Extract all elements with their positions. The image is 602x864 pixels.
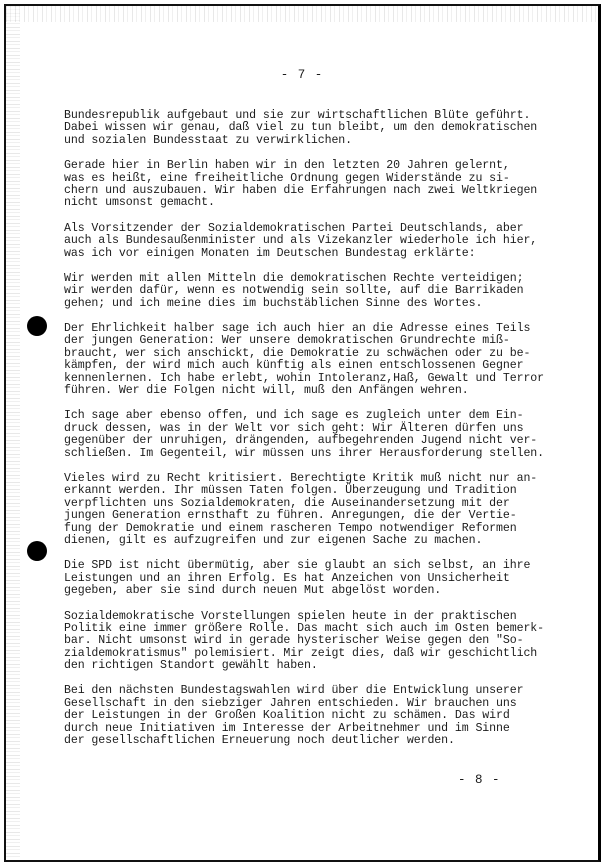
text-line: gegenüber der unruhigen, drängenden, aufbegehrenden Jugend nicht ver- (64, 434, 538, 448)
text-line: den richtigen Standort gewählt haben. (64, 659, 318, 673)
text-line: führen. Wer die Folgen nicht will, muß den Anfängen wehren. (64, 384, 469, 398)
text-line: Die SPD ist nicht übermütig, aber sie glaubt an sich selbst, an ihre (64, 559, 531, 573)
text-line: fung der Demokratie und einem rascheren Tempo notwendiger Reformen (64, 521, 517, 535)
text-line: der Leistungen in der Großen Koalition nicht zu schämen. Das wird (64, 709, 510, 723)
text-line: Wir werden mit allen Mitteln die demokratischen Rechte verteidigen; (64, 271, 524, 285)
body-text (64, 110, 564, 760)
next-page-marker: - 8 - (458, 773, 501, 787)
paragraph (64, 110, 564, 147)
text-line: wir werden dafür, wenn es notwendig sein sollte, auf die Barrikaden (64, 284, 524, 298)
text-line: Politik eine immer größere Rolle. Das macht sich auch im Osten bemerk- (64, 621, 545, 635)
text-line: druck dessen, was in der Welt vor sich geht: Wir Älteren dürfen uns (64, 421, 524, 435)
text-line: Gerade hier in Berlin haben wir in den letzten 20 Jahren gelernt, (64, 159, 510, 173)
document-page (4, 4, 601, 862)
text-line: Leistungen und an ihren Erfolg. Es hat Anzeichen von Unsicherheit (64, 571, 510, 585)
paragraph (64, 323, 564, 397)
text-line: Sozialdemokratische Vorstellungen spielen heute in der praktischen (64, 609, 517, 623)
scan-edge-noise-top (6, 6, 598, 22)
text-line: der gesellschaftlichen Erneuerung noch deutlicher werden. (64, 734, 455, 748)
text-line: gegeben, aber sie sind durch neuen Mut abgelöst worden. (64, 584, 442, 598)
text-line: auch als Bundesaußenminister und als Vizekanzler wiederhole ich hier, (64, 234, 538, 248)
text-line: und sozialen Bundesstaat zu verwirklichen. (64, 133, 353, 147)
paragraph (64, 273, 564, 310)
text-line: kämpfen, der wird mich auch künftig als einen entschlossenen Gegner (64, 359, 524, 373)
scan-edge-noise (6, 6, 20, 860)
text-line: dienen, gilt es aufzugreifen und zur eigenen Sache zu machen. (64, 533, 483, 547)
paragraph (64, 611, 564, 673)
text-line: Bei den nächsten Bundestagswahlen wird über die Entwicklung unserer (64, 684, 524, 698)
paragraph (64, 473, 564, 547)
punch-hole-upper (27, 316, 47, 336)
text-line: chern und auszubauen. Wir haben die Erfahrungen nach zwei Weltkriegen (64, 183, 538, 197)
paragraph (64, 223, 564, 260)
text-line: Als Vorsitzender der Sozialdemokratischen Partei Deutschlands, aber (64, 221, 524, 235)
text-line: jungen Generation ernsthaft zu führen. Anregungen, die der Vertie- (64, 509, 517, 523)
text-line: Vieles wird zu Recht kritisiert. Berechtigte Kritik muß nicht nur an- (64, 471, 538, 485)
text-line: Ich sage aber ebenso offen, und ich sage es zugleich unter dem Ein- (64, 409, 524, 423)
page-number: - 7 - (280, 68, 324, 82)
text-line: verpflichten uns Sozialdemokraten, die Auseinandersetzung mit der (64, 496, 510, 510)
paragraph (64, 560, 564, 597)
text-line: Dabei wissen wir genau, daß viel zu tun bleibt, um den demokratischen (64, 121, 538, 135)
text-line: bar. Nicht umsonst wird in gerade hysterischer Weise gegen den "So- (64, 634, 524, 648)
text-line: schließen. Im Gegenteil, wir müssen uns ihrer Herausforderung stellen. (64, 446, 545, 460)
text-line: was es heißt, eine freiheitliche Ordnung gegen Widerstände zu si- (64, 171, 510, 185)
text-line: was ich vor einigen Monaten im Deutschen Bundestag erklärte: (64, 246, 476, 260)
text-line: erkannt werden. Ihr müssen Taten folgen. Überzeugung und Tradition (64, 484, 517, 498)
text-line: braucht, wer sich anschickt, die Demokratie zu schwächen oder zu be- (64, 346, 531, 360)
paragraph (64, 410, 564, 460)
text-line: durch neue Initiativen im Interesse der Arbeitnehmer und im Sinne (64, 721, 510, 735)
text-line: Gesellschaft in den siebziger Jahren entschieden. Wir brauchen uns (64, 696, 517, 710)
paragraph (64, 160, 564, 210)
text-line: Der Ehrlichkeit halber sage ich auch hier an die Adresse eines Teils (64, 322, 531, 336)
punch-hole-lower (27, 541, 47, 561)
text-line: kennenlernen. Ich habe erlebt, wohin Intoleranz,Haß, Gewalt und Terror (64, 371, 545, 385)
text-line: zialdemokratismus" polemisiert. Mir zeigt dies, daß wir geschichtlich (64, 646, 538, 660)
text-line: der jungen Generation: Wer unsere demokratischen Grundrechte miß- (64, 334, 510, 348)
paragraph (64, 685, 564, 747)
text-line: Bundesrepublik aufgebaut und sie zur wirtschaftlichen Blüte geführt. (64, 109, 531, 122)
text-line: nicht umsonst gemacht. (64, 196, 215, 210)
text-line: gehen; und ich meine dies im buchstäblichen Sinne des Wortes. (64, 296, 483, 310)
